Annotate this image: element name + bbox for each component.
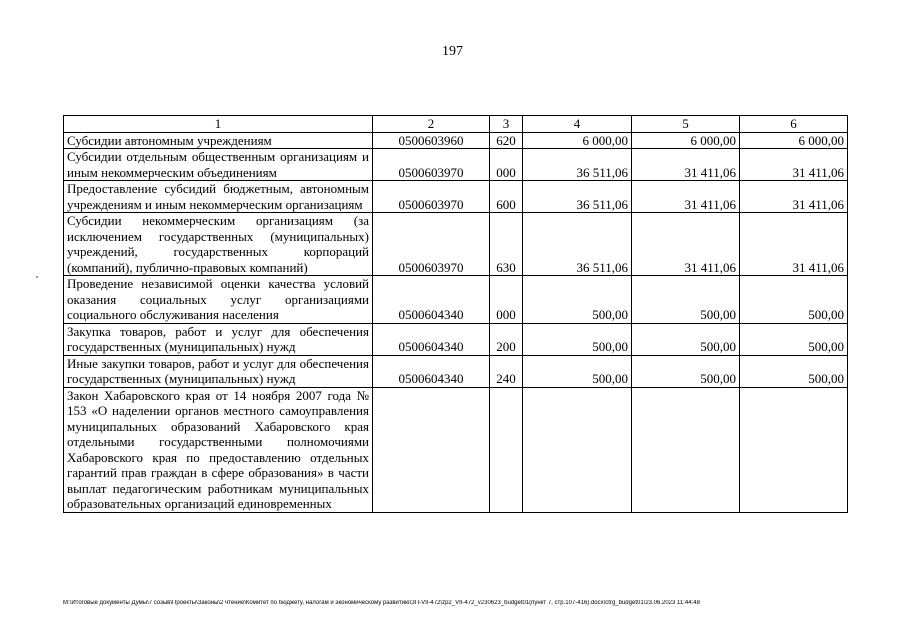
target-code: 0500603970 xyxy=(373,149,490,181)
page-number: 197 xyxy=(442,44,463,59)
expense-type: 630 xyxy=(490,213,523,276)
margin-mark xyxy=(36,276,38,278)
amount-year-3: 6 000,00 xyxy=(740,132,848,149)
amount-year-2: 31 411,06 xyxy=(632,149,740,181)
amount-year-1: 500,00 xyxy=(523,323,632,355)
amount-year-2: 31 411,06 xyxy=(632,213,740,276)
expense-type xyxy=(490,387,523,512)
expense-type: 200 xyxy=(490,323,523,355)
column-header: 1 xyxy=(64,116,373,133)
expense-type: 620 xyxy=(490,132,523,149)
column-header: 5 xyxy=(632,116,740,133)
amount-year-1 xyxy=(523,387,632,512)
row-name: Субсидии автономным учреждениям xyxy=(64,132,373,149)
table-row xyxy=(64,132,848,149)
amount-year-1: 500,00 xyxy=(523,355,632,387)
column-header: 6 xyxy=(740,116,848,133)
amount-year-1: 36 511,06 xyxy=(523,149,632,181)
target-code: 0500604340 xyxy=(373,276,490,324)
target-code xyxy=(373,387,490,512)
column-header: 3 xyxy=(490,116,523,133)
target-code: 0500604340 xyxy=(373,355,490,387)
expense-type: 000 xyxy=(490,149,523,181)
row-name: Предоставление субсидий бюджетным, автономным учреждениям и иным некоммерческим организациям xyxy=(64,181,373,213)
row-name: Иные закупки товаров, работ и услуг для обеспечения государственных (муниципальных) нужд xyxy=(64,355,373,387)
table-row xyxy=(64,181,848,213)
amount-year-3: 500,00 xyxy=(740,355,848,387)
amount-year-2: 6 000,00 xyxy=(632,132,740,149)
target-code: 0500604340 xyxy=(373,323,490,355)
table-row xyxy=(64,149,848,181)
amount-year-3: 31 411,06 xyxy=(740,149,848,181)
table-row xyxy=(64,213,848,276)
amount-year-1: 500,00 xyxy=(523,276,632,324)
table-row xyxy=(64,387,848,512)
amount-year-3: 500,00 xyxy=(740,276,848,324)
table-row xyxy=(64,355,848,387)
amount-year-3 xyxy=(740,387,848,512)
amount-year-1: 36 511,06 xyxy=(523,213,632,276)
table-row xyxy=(64,323,848,355)
target-code: 0500603970 xyxy=(373,213,490,276)
budget-table xyxy=(63,115,848,513)
document-footer-path: M:\Итоговые документы Думы\7 созыв\Проекты\Законы\2 чтение\Комитет по бюджету, налогам и экономическому развитию\ЗП-VII-472\zp2_VII-472_v230623_budget01(пункт 7, стр.107-416).docx\ctrg_budget01\23.06.2023 11:44:48 xyxy=(63,600,700,606)
row-name: Проведение независимой оценки качества условий оказания социальных услуг организациями социального обслуживания населения xyxy=(64,276,373,324)
expense-type: 600 xyxy=(490,181,523,213)
expense-type: 000 xyxy=(490,276,523,324)
row-name: Закон Хабаровского края от 14 ноября 2007 года № 153 «О наделении органов местного самоуправления муниципальных образований Хабаровского края отдельными государственными полномочиями Хабаровского края по предоставлению отдельных гарантий прав граждан в сфере образования» в части выплат педагогическим работникам муниципальных образовательных организаций единовременных xyxy=(64,387,373,512)
target-code: 0500603970 xyxy=(373,181,490,213)
row-name: Субсидии некоммерческим организациям (за исключением государственных (муниципальных) учреждений, государственных корпораций (компаний), публично-правовых компаний) xyxy=(64,213,373,276)
table-header-row xyxy=(64,116,848,133)
expense-type: 240 xyxy=(490,355,523,387)
row-name: Закупка товаров, работ и услуг для обеспечения государственных (муниципальных) нужд xyxy=(64,323,373,355)
row-name: Субсидии отдельным общественным организациям и иным некоммерческим объединениям xyxy=(64,149,373,181)
amount-year-3: 31 411,06 xyxy=(740,213,848,276)
column-header: 4 xyxy=(523,116,632,133)
amount-year-1: 6 000,00 xyxy=(523,132,632,149)
amount-year-1: 36 511,06 xyxy=(523,181,632,213)
column-header: 2 xyxy=(373,116,490,133)
amount-year-2: 500,00 xyxy=(632,323,740,355)
amount-year-2: 31 411,06 xyxy=(632,181,740,213)
amount-year-2 xyxy=(632,387,740,512)
amount-year-2: 500,00 xyxy=(632,276,740,324)
amount-year-3: 500,00 xyxy=(740,323,848,355)
target-code: 0500603960 xyxy=(373,132,490,149)
table-row xyxy=(64,276,848,324)
amount-year-3: 31 411,06 xyxy=(740,181,848,213)
amount-year-2: 500,00 xyxy=(632,355,740,387)
